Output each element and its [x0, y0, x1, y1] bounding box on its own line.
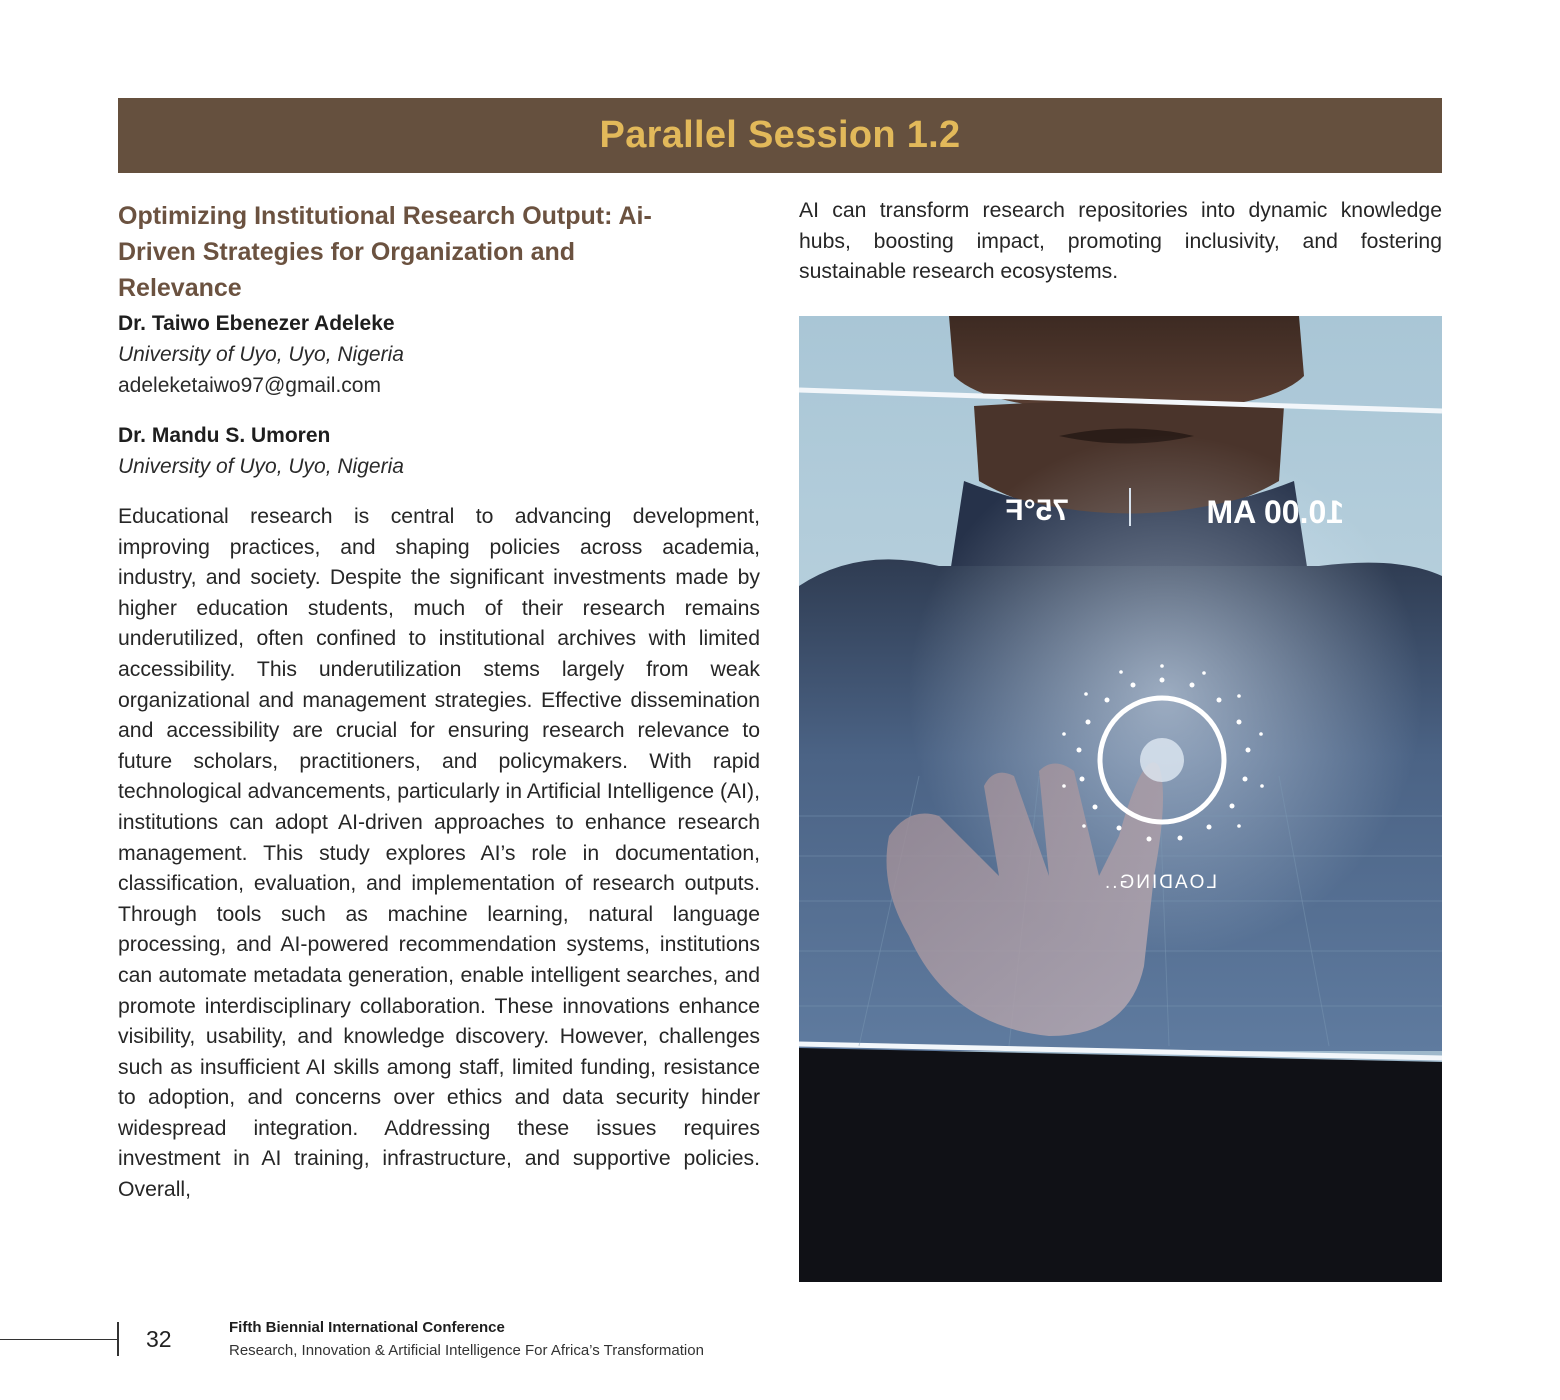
paper-title: Optimizing Institutional Research Output: Ai-Driven Strategies for Organization and Relevance — [118, 202, 652, 302]
author-name: Dr. Mandu S. Umoren — [118, 424, 331, 447]
footer-rule — [0, 1339, 118, 1340]
session-banner — [118, 98, 1442, 173]
fingerprint-icon — [1140, 738, 1184, 782]
article-photo — [799, 316, 1442, 1282]
author-2 — [118, 420, 760, 482]
session-title: Parallel Session 1.2 — [599, 114, 961, 156]
hud-status: LOADING.. — [1102, 872, 1217, 893]
author-affiliation: University of Uyo, Uyo, Nigeria — [118, 455, 404, 478]
dark-lower — [799, 1048, 1442, 1282]
author-1 — [118, 308, 760, 401]
author-email: adeleketaiwo97@gmail.com — [118, 374, 381, 397]
hud-status-group — [1103, 872, 1217, 893]
abstract-text: Educational research is central to advancing development, improving practices, and shaping policies across academia, industry, and society. Despite the significant investments made by higher education students, much of their research remains underutilized, often confined to institutional archives with limited accessibility. This underutilization stems largely from weak organizational and management strategies. Effective dissemination and accessibility are crucial for ensuring research relevance to future scholars, practitioners, and policymakers. With rapid technological advancements, particularly in Artificial Intelligence (AI), institutions can adopt AI-driven approaches to enhance research management. This study explores AI’s role in documentation, classification, evaluation, and implementation of research outputs. Through tools such as machine learning, natural language processing, and AI-powered recommendation systems, institutions can automate metadata generation, enable intelligent searches, and promote interdisciplinary collaboration. These innovations enhance visibility, usability, and knowledge discovery. However, challenges such as insufficient AI skills among staff, limited funding, resistance to adoption, and concerns over ethics and data security hinder widespread integration. Addressing these issues requires investment in AI training, infrastructure, and supportive policies. Overall, — [118, 505, 760, 1202]
author-affiliation: University of Uyo, Uyo, Nigeria — [118, 343, 404, 366]
footer-divider — [117, 1322, 119, 1356]
abstract-continuation: AI can transform research repositories into dynamic knowledge hubs, boosting impact, promoting inclusivity, and fostering sustainable research ecosystems. — [799, 199, 1442, 284]
right-column — [799, 196, 1442, 288]
footer-conference-name: Fifth Biennial International Conference — [229, 1319, 505, 1336]
page-number: 32 — [146, 1326, 172, 1352]
photo-illustration — [799, 316, 1442, 1282]
hud-time: 10.00 AM — [1206, 494, 1344, 530]
hud-temp-group — [1005, 494, 1069, 527]
hud-temperature: 75°F — [1005, 494, 1069, 527]
author-name: Dr. Taiwo Ebenezer Adeleke — [118, 312, 395, 335]
footer-conference-theme: Research, Innovation & Artificial Intelligence For Africa’s Transformation — [229, 1342, 704, 1359]
hud-time-group — [1206, 494, 1344, 530]
left-column — [118, 198, 760, 1206]
